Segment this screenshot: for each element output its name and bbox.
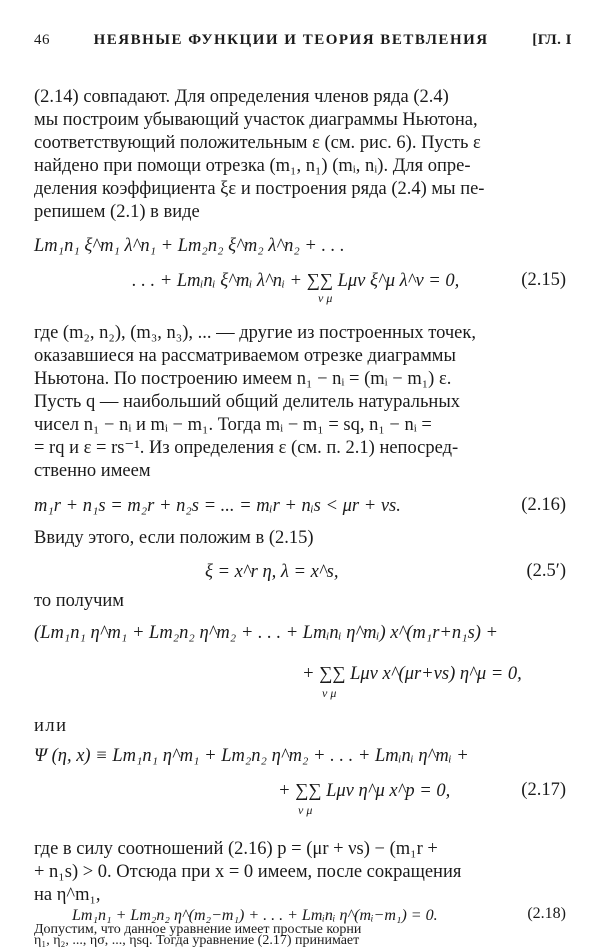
equation-number-2-15: (2.15) (521, 270, 566, 290)
text-line: найдено при помощи отрезка (m₁, n₁) (mᵢ, nᵢ). Для опре- (34, 156, 471, 176)
text-line: Пусть q — наибольший общий делитель натуральных (34, 392, 461, 412)
substituted-equation-line-2: + ∑∑ Lμν x^(μr+νs) η^μ = 0, (302, 664, 522, 684)
text-line: деления коэффициента ξε и построения ряда (2.4) мы пе- (34, 179, 485, 199)
sum-indices: ν μ (318, 291, 333, 305)
text-line: репишем (2.1) в виде (34, 202, 200, 222)
text-line: η₁, η₂, ..., ησ, ..., ηsq. Тогда уравнение (2.17) принимает (34, 933, 360, 948)
sum-indices: ν μ (322, 686, 337, 700)
text-line: Допустим, что данное уравнение имеет простые корни (34, 922, 362, 937)
text-line: то получим (34, 591, 125, 611)
text-line: Ввиду этого, если положим в (2.15) (34, 528, 314, 548)
equation-2-17-line-2: + ∑∑ Lμν η^μ x^p = 0, (278, 781, 451, 801)
text-line: Ньютона. По построению имеем n₁ − nᵢ = (mᵢ − m₁) ε. (34, 369, 452, 389)
chapter-marker: [ГЛ. I (532, 32, 572, 48)
equation-2-15-line-1: Lm₁n₁ ξ^m₁ λ^n₁ + Lm₂n₂ ξ^m₂ λ^n₂ + . . . (34, 236, 345, 256)
text-line: где (m₂, n₂), (m₃, n₃), ... — другие из построенных точек, (34, 323, 477, 343)
text-line: ственно имеем (34, 461, 151, 481)
page-number: 46 (34, 32, 50, 48)
sum-indices: ν μ (298, 803, 313, 817)
equation-2-18: Lm₁n₁ + Lm₂n₂ η^(m₂−m₁) + . . . + Lmᵢnᵢ η^(mᵢ−m₁) = 0. (72, 907, 438, 924)
substituted-equation-line-1: (Lm₁n₁ η^m₁ + Lm₂n₂ η^m₂ + . . . + Lmᵢnᵢ η^mᵢ) x^(m₁r+n₁s) + (34, 623, 499, 643)
text-line: мы построим убывающий участок диаграммы Ньютона, (34, 110, 478, 130)
running-title: НЕЯВНЫЕ ФУНКЦИИ И ТЕОРИЯ ВЕТВЛЕНИЯ (93, 32, 489, 48)
text-line: или (34, 716, 68, 736)
text-line: на η^m₁, (34, 885, 101, 905)
equation-2-17-line-1: Ψ (η, x) ≡ Lm₁n₁ η^m₁ + Lm₂n₂ η^m₂ + . . . + Lmᵢnᵢ η^mᵢ + (34, 746, 469, 766)
equation-2-5-prime: ξ = x^r η, λ = x^s, (205, 562, 339, 582)
equation-number-2-18: (2.18) (527, 905, 566, 922)
text-line: + n₁s) > 0. Отсюда при x = 0 имеем, после сокращения (34, 862, 462, 882)
equation-number-2-16: (2.16) (521, 495, 566, 515)
equation-2-15-line-2: . . . + Lmᵢnᵢ ξ^mᵢ λ^nᵢ + ∑∑ Lμν ξ^μ λ^ν = 0, (132, 271, 460, 291)
text-line: оказавшиеся на рассматриваемом отрезке диаграммы (34, 346, 456, 366)
equation-2-16: m₁r + n₁s = m₂r + n₂s = ... = mᵢr + nᵢs < μr + νs. (34, 496, 401, 516)
equation-number-2-17: (2.17) (521, 780, 566, 800)
text-line: (2.14) совпадают. Для определения членов ряда (2.4) (34, 87, 449, 107)
text-line: чисел n₁ − nᵢ и mᵢ − m₁. Тогда mᵢ − m₁ = sq, n₁ − nᵢ = (34, 415, 432, 435)
text-line: соответствующий положительным ε (см. рис. 6). Пусть ε (34, 133, 481, 153)
running-header (34, 32, 572, 49)
equation-number-2-5-prime: (2.5′) (526, 561, 566, 581)
text-line: где в силу соотношений (2.16) p = (μr + νs) − (m₁r + (34, 839, 438, 859)
text-line: = rq и ε = rs⁻¹. Из определения ε (см. п. 2.1) непосред- (34, 438, 459, 458)
